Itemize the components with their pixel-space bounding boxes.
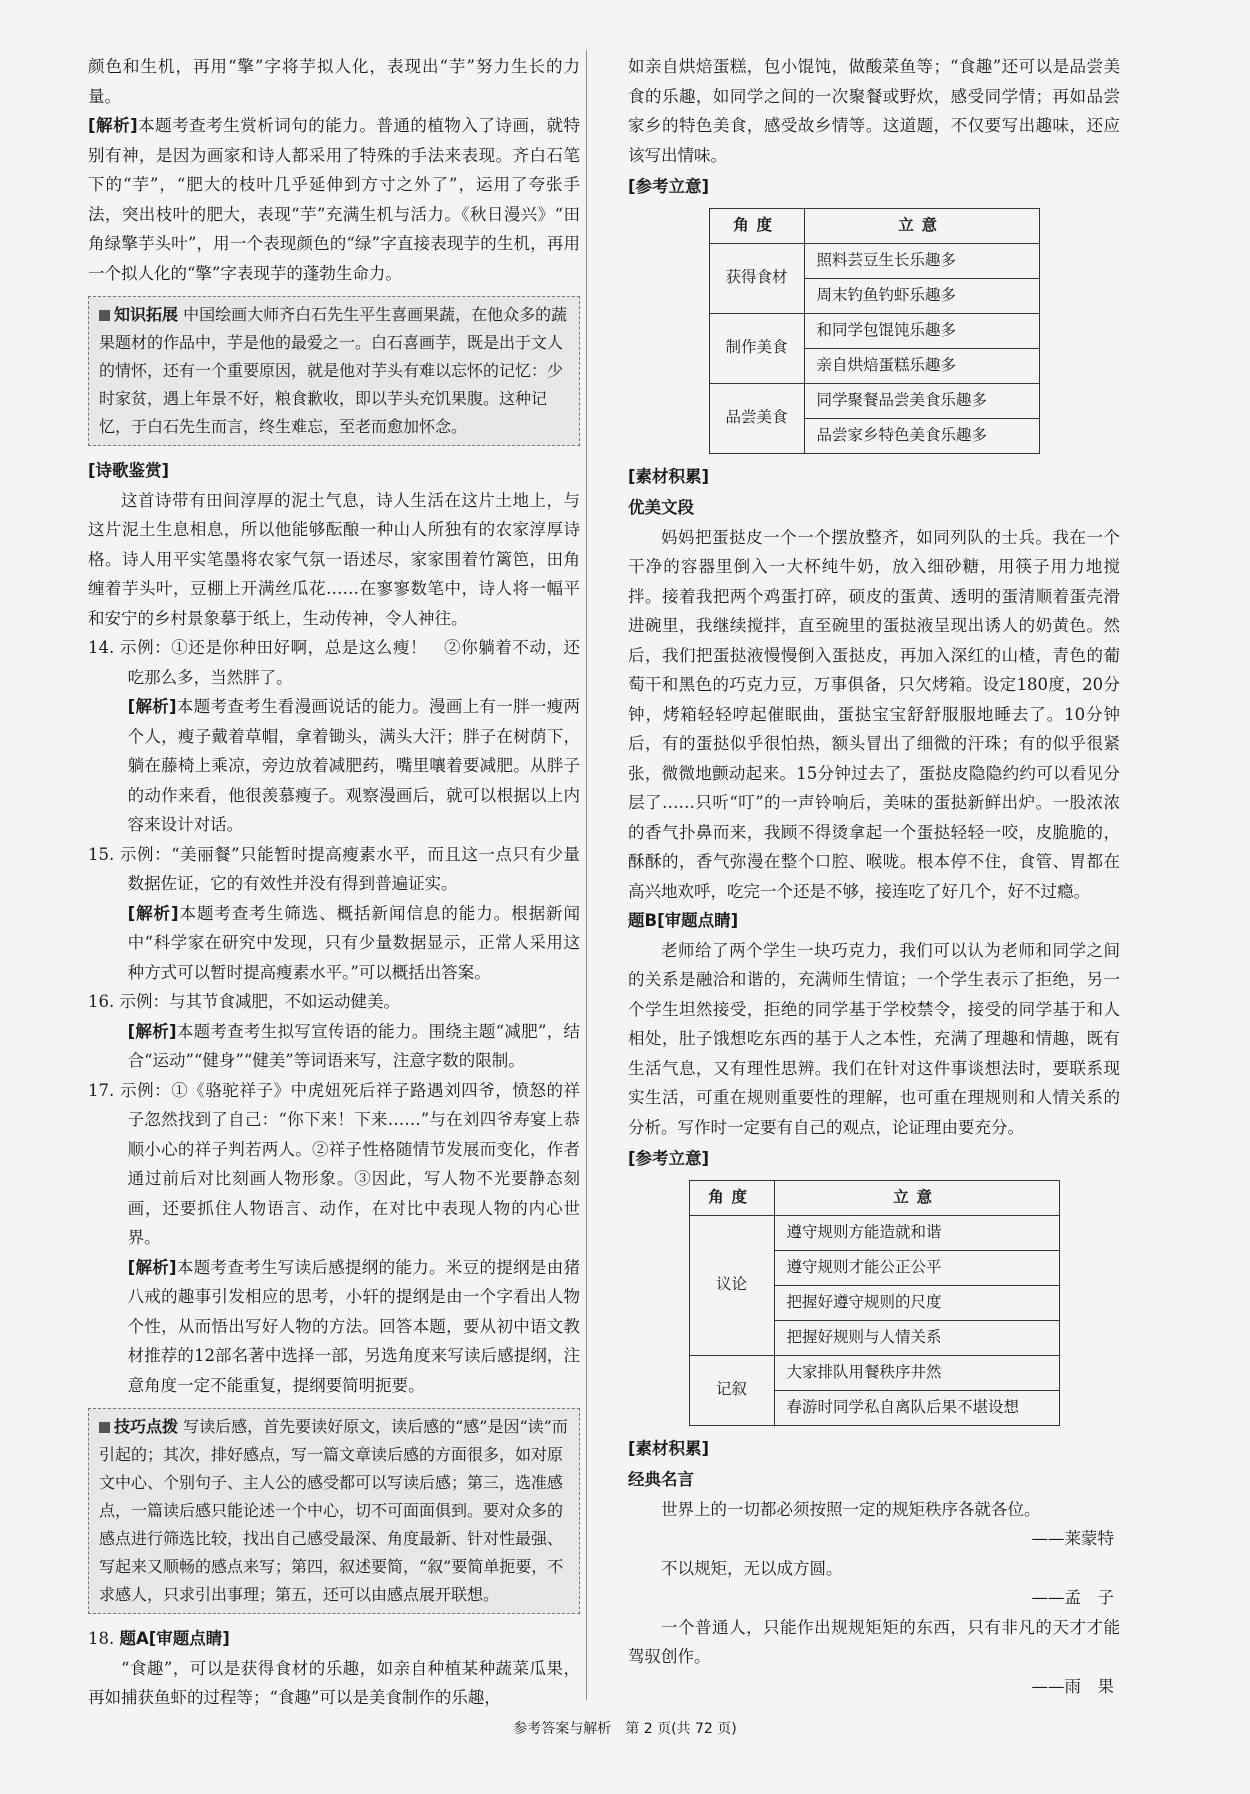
left-column xyxy=(88,52,580,1713)
table-cell-angle: 获得食材 xyxy=(709,243,804,313)
analysis-text: 本题考查考生赏析词句的能力。普通的植物入了诗画，就特别有神，是因为画家和诗人都采用了特殊的手法来表现。齐白石笔下的“芋”，“肥大的枝叶几乎延伸到方寸之外了”，运用了夸张手法，突出枝叶的肥大，表现“芋”充满生机与活力。《秋日漫兴》“田角绿擎芋头叶”，用一个表现颜色的“绿”字直接表现芋的生机，再用一个拟人化的“擎”字表现芋的蓬勃生命力。 xyxy=(88,116,580,283)
question-17-number: 17. xyxy=(88,1080,115,1100)
table-header-angle: 角度 xyxy=(709,208,804,243)
reference-idea-table-2 xyxy=(689,1180,1060,1426)
material-tag-2: [素材积累] xyxy=(628,1438,710,1458)
table-cell-idea: 遵守规则方能造就和谐 xyxy=(774,1215,1059,1250)
table-header-angle: 角度 xyxy=(689,1180,774,1215)
column-divider xyxy=(586,50,587,1700)
quote-3-author: ——雨 果 xyxy=(1031,1676,1114,1696)
table-cell-idea: 遵守规则才能公正公平 xyxy=(774,1250,1059,1285)
table-cell-angle: 记叙 xyxy=(689,1355,774,1425)
quote-3: 一个普通人，只能作出规规矩矩的东西，只有非凡的天才才能驾驭创作。 xyxy=(628,1617,1120,1666)
reference-idea-tag-1: [参考立意] xyxy=(628,177,710,196)
question-b-heading: 题B[审题点睛] xyxy=(628,911,739,930)
question-15-number: 15. xyxy=(88,844,115,864)
question-14-analysis xyxy=(88,692,580,840)
question-16-analysis xyxy=(88,1017,580,1076)
question-17-analysis xyxy=(88,1253,580,1401)
poem-appreciation-tag: [诗歌鉴赏] xyxy=(88,461,170,480)
analysis-tag: [解析] xyxy=(127,1021,177,1041)
square-bullet-icon xyxy=(99,310,110,321)
table-row xyxy=(709,383,1039,418)
question-18-heading xyxy=(88,1624,580,1654)
question-17-analysis-text: 本题考查考生写读后感提纲的能力。米豆的提纲是由猪八戒的趣事引发相应的思考，小轩的提纲是由一个字看出人物个性，从而悟出写好人物的方法。回答本题，要从初中语文教材推荐的12部名著中选择一部，另选角度来写读后感提纲，注意角度一定不能重复，提纲要简明扼要。 xyxy=(127,1257,580,1395)
question-14-analysis-text: 本题考查考生看漫画说话的能力。漫画上有一胖一瘦两个人，瘦子戴着草帽，拿着锄头，满头大汗；胖子在树荫下，躺在藤椅上乘凉，旁边放着减肥药，嘴里嚷着要减肥。从胖子的动作来看，他很羡慕瘦子。观察漫画后，就可以根据以上内容来设计对话。 xyxy=(127,697,580,834)
quote-1: 世界上的一切都必须按照一定的规矩秩序各就各位。 xyxy=(661,1499,1041,1519)
table-cell-idea: 亲自烘焙蛋糕乐趣多 xyxy=(804,348,1039,383)
question-15-analysis xyxy=(88,899,580,988)
table-cell-angle: 品尝美食 xyxy=(709,383,804,453)
material-heading-2: 经典名言 xyxy=(628,1470,694,1489)
analysis-paragraph xyxy=(88,111,580,288)
skill-tips-title: 技巧点拨 xyxy=(114,1417,179,1436)
question-17-answer-text: 示例：①《骆驼祥子》中虎妞死后祥子路遇刘四爷，愤怒的祥子忽然找到了自己：“你下来！下来……”与在刘四爷寿宴上恭顺小心的祥子判若两人。②祥子性格随情节发展而变化，作者通过前后对比刻画人物形象。③因此，写人物不光要静态刻画，还要抓住人物语言、动作，在对比中表现人物的内心世界。 xyxy=(120,1080,581,1247)
table-header-row xyxy=(689,1180,1059,1215)
intro-paragraph: 颜色和生机，再用“擎”字将芋拟人化，表现出“芋”努力生长的力量。 xyxy=(88,57,580,106)
table-row xyxy=(709,243,1039,278)
material-tag-1: [素材积累] xyxy=(628,466,710,486)
table-cell-idea: 周末钓鱼钓虾乐趣多 xyxy=(804,278,1039,313)
analysis-tag: [解析] xyxy=(127,697,177,716)
right-column xyxy=(628,52,1120,1701)
question-15-analysis-text: 本题考查考生筛选、概括新闻信息的能力。根据新闻中“科学家在研究中发现，只有少量数据显示，正常人采用这种方式可以暂时提高瘦素水平。”可以概括出答案。 xyxy=(127,903,580,982)
question-15-answer-text: 示例：“美丽餐”只能暂时提高瘦素水平，而且这一点只有少量数据佐证，它的有效性并没有得到普遍证实。 xyxy=(120,844,581,893)
question-15-answer xyxy=(88,840,580,899)
table-row xyxy=(689,1215,1059,1250)
table-cell-angle: 制作美食 xyxy=(709,313,804,383)
question-18-head: 题A[审题点睛] xyxy=(119,1629,230,1648)
question-16-answer-text: 示例：与其节食减肥，不如运动健美。 xyxy=(119,992,400,1011)
table-cell-idea: 把握好规则与人情关系 xyxy=(774,1320,1059,1355)
page-footer: 参考答案与解析 第 2 页(共 72 页) xyxy=(513,1721,737,1737)
question-16-analysis-text: 本题考查考生拟写宣传语的能力。围绕主题“减肥”，结合“运动”“健身”“健美”等词语来写，注意字数的限制。 xyxy=(127,1021,580,1070)
table-cell-idea: 大家排队用餐秩序井然 xyxy=(774,1355,1059,1390)
material-heading-1: 优美文段 xyxy=(628,498,694,517)
table-cell-angle: 议论 xyxy=(689,1215,774,1355)
table-cell-idea: 春游时同学私自离队后果不堪设想 xyxy=(774,1390,1059,1425)
question-14-number: 14. xyxy=(88,638,115,657)
reference-idea-table-1 xyxy=(709,208,1040,454)
question-16-answer xyxy=(88,987,580,1017)
question-17-answer xyxy=(88,1076,580,1253)
question-14-answer-text: 示例：①还是你种田好啊，总是这么瘦！ ②你躺着不动，还吃那么多，当然胖了。 xyxy=(120,638,581,687)
table-header-idea: 立意 xyxy=(774,1180,1059,1215)
table-header-idea: 立意 xyxy=(804,208,1039,243)
quote-1-author: ——莱蒙特 xyxy=(1031,1529,1114,1548)
table-row xyxy=(689,1355,1059,1390)
question-b-text: 老师给了两个学生一块巧克力，我们可以认为老师和同学之间的关系是融洽和谐的，充满师生情谊；一个学生表示了拒绝，另一个学生坦然接受，拒绝的同学基于学校禁令，接受的同学基于和人相处，肚子饿想吃东西的基于人之本性，充满了理趣和情趣，既有生活气息，又有理性思辨。我们在针对这件事谈想法时，要联系现实生活，可重在规则重要性的理解，也可重在理规则和人情关系的分析。写作时一定要有自己的观点，论证理由要充分。 xyxy=(628,940,1120,1137)
table-cell-idea: 把握好遵守规则的尺度 xyxy=(774,1285,1059,1320)
question-14-answer xyxy=(88,633,580,692)
analysis-tag: [解析] xyxy=(127,903,179,923)
table-cell-idea: 和同学包馄饨乐趣多 xyxy=(804,313,1039,348)
quote-2-author: ——孟 子 xyxy=(1031,1588,1114,1607)
question-18-text: “食趣”，可以是获得食材的乐趣，如亲自种植某种蔬菜瓜果，再如捕获鱼虾的过程等；“食趣”可以是美食制作的乐趣， xyxy=(88,1658,580,1707)
continued-paragraph: 如亲自烘焙蛋糕，包小馄饨，做酸菜鱼等；“食趣”还可以是品尝美食的乐趣，如同学之间的一次聚餐或野炊，感受同学情；再如品尝家乡的特色美食，感受故乡情等。这道题，不仅要写出趣味，还应该写出情味。 xyxy=(628,57,1120,165)
table-cell-idea: 同学聚餐品尝美食乐趣多 xyxy=(804,383,1039,418)
knowledge-expansion-box xyxy=(88,296,580,446)
question-16-number: 16. xyxy=(88,992,115,1011)
question-18-number: 18. xyxy=(88,1629,115,1648)
skill-tips-text: 写读后感，首先要读好原文，读后感的“感”是因“读”而引起的；其次，排好感点，写一篇文章读后感的方面很多，如对原文中心、个别句子、主人公的感受都可以写读后感；第三，选准感点，一篇读后感只能论述一个中心，切不可面面俱到。要对众多的感点进行筛选比较，找出自己感受最深、角度最新、针对性最强、写起来又顺畅的感点来写；第四，叙述要简，“叙”要简单扼要，不求感人，只求引出事理；第五，还可以由感点展开联想。 xyxy=(99,1417,568,1604)
table-header-row xyxy=(709,208,1039,243)
analysis-tag: [解析] xyxy=(127,1257,177,1277)
knowledge-expansion-title: 知识拓展 xyxy=(114,305,179,324)
table-row xyxy=(709,313,1039,348)
skill-tips-box xyxy=(88,1408,580,1614)
analysis-tag: [解析] xyxy=(88,116,138,135)
table-cell-idea: 品尝家乡特色美食乐趣多 xyxy=(804,418,1039,453)
quote-2: 不以规矩，无以成方圆。 xyxy=(661,1558,843,1578)
table-cell-idea: 照料芸豆生长乐趣多 xyxy=(804,243,1039,278)
knowledge-expansion-text: 中国绘画大师齐白石先生平生喜画果蔬，在他众多的蔬果题材的作品中，芋是他的最爱之一。白石喜画芋，既是出于文人的情怀，还有一个重要原因，就是他对芋头有难以忘怀的记忆：少时家贫，遇上年景不好，粮食歉收，即以芋头充饥果腹。这种记忆，于白石先生而言，终生难忘，至老而愈加怀念。 xyxy=(99,305,568,436)
reference-idea-tag-2: [参考立意] xyxy=(628,1149,710,1168)
square-bullet-icon xyxy=(99,1422,110,1433)
poem-appreciation-text: 这首诗带有田间淳厚的泥土气息，诗人生活在这片土地上，与这片泥土生息相息，所以他能够酝酿一种山人所独有的农家淳厚诗格。诗人用平实笔墨将农家气氛一语述尽，家家围着竹篱笆，田角缠着芋头叶，豆棚上开满丝瓜花……在寥寥数笔中，诗人将一幅平和安宁的乡村景象摹于纸上，生动传神，令人神往。 xyxy=(88,490,580,628)
material-text-1: 妈妈把蛋挞皮一个一个摆放整齐，如同列队的士兵。我在一个干净的容器里倒入一大杯纯牛奶，放入细砂糖，用筷子用力地搅拌。接着我把两个鸡蛋打碎，硕皮的蛋黄、透明的蛋清顺着蛋壳滑进碗里，我继续搅拌，直至碗里的蛋挞液呈现出诱人的奶黄色。然后，我们把蛋挞液慢慢倒入蛋挞皮，再加入深红的山楂，青色的葡萄干和黑色的巧克力豆，万事俱备，只欠烤箱。设定180度，20分钟，烤箱轻轻哼起催眠曲，蛋挞宝宝舒舒服服地睡去了。10分钟后，有的蛋挞似乎很怕热，额头冒出了细微的汗珠；有的似乎很紧张，微微地颤动起来。15分钟过去了，蛋挞皮隐隐约约可以看见分层了……只听“叮”的一声铃响后，美味的蛋挞新鲜出炉。一股浓浓的香气扑鼻而来，我顾不得烫拿起一个蛋挞轻轻一咬，皮脆脆的，酥酥的，香气弥漫在整个口腔、喉咙。根本停不住，食管、胃都在高兴地欢呼，吃完一个还是不够，接连吃了好几个，好不过瘾。 xyxy=(628,527,1120,901)
